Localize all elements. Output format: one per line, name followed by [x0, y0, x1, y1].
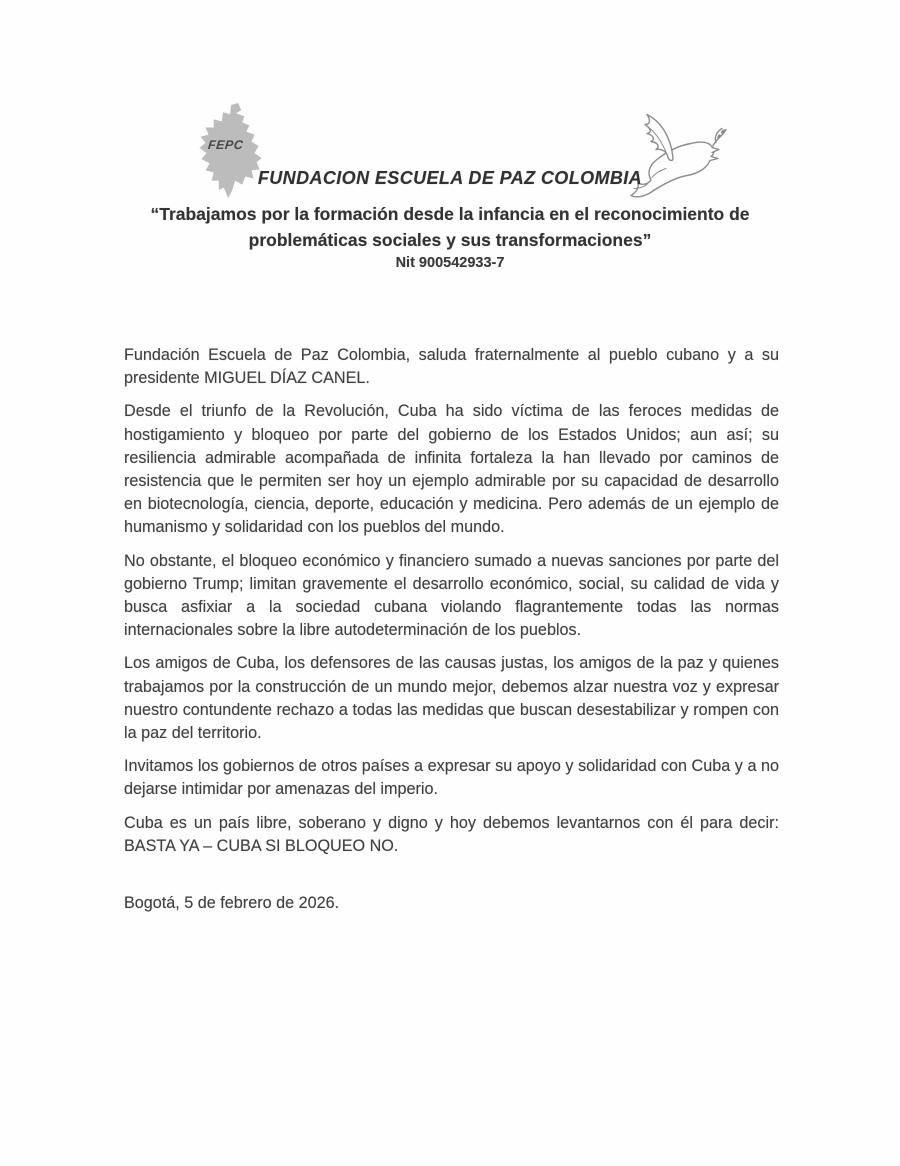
paragraph-blockade: No obstante, el bloqueo económico y financiero sumado a nuevas sanciones por parte del gobierno Trump; limitan gravemente el desarrollo económico, social, su calidad de vida y busca asfixiar a la sociedad cubana violando flagrantemente todas las normas internacionales sobre la libre autodeterminación de los pueblos. — [124, 551, 779, 640]
date-line: Bogotá, 5 de febrero de 2026. — [124, 894, 340, 913]
paragraph-closing: Cuba es un país libre, soberano y digno y hoy debemos levantarnos con él para decir: BASTA YA – CUBA SI BLOQUEO NO. — [124, 813, 779, 855]
motto-line-1: “Trabajamos por la formación desde la infancia en el reconocimiento de — [150, 204, 750, 224]
paragraph-greeting: Fundación Escuela de Paz Colombia, saluda fraternalmente al pueblo cubano y a su presidente MIGUEL DÍAZ CANEL. — [124, 346, 779, 388]
paragraph-revolution: Desde el triunfo de la Revolución, Cuba ha sido víctima de las feroces medidas de hostigamiento y bloqueo por parte del gobierno de los Estados Unidos; aun así; su resiliencia admirable acompañada de infinita fortaleza la han llevado por caminos de resistencia que le permiten ser hoy un ejemplo admirable por su capacidad de desarrollo en biotecnología, ciencia, deporte, educación y medicina. Pero además de un ejemplo de humanismo y solidaridad con los pueblos del mundo. — [124, 402, 779, 537]
motto-line-2: problemáticas sociales y sus transformaciones” — [248, 230, 652, 250]
nit-number: Nit 900542933-7 — [395, 255, 505, 271]
dove-logo — [627, 110, 727, 205]
org-name-title: FUNDACION ESCUELA DE PAZ COLOMBIA — [257, 168, 643, 188]
motto — [0, 201, 900, 253]
letter-body — [124, 344, 779, 925]
map-logo-label: FEPC — [207, 137, 245, 152]
paragraph-friends-of-cuba: Los amigos de Cuba, los defensores de las causas justas, los amigos de la paz y quienes trabajamos por la construcción de un mundo mejor, debemos alzar nuestra voz y expresar nuestro contundente rechazo a todas las medidas que buscan desestabilizar y rompen con la paz del territorio. — [124, 654, 779, 743]
dove-icon — [627, 110, 727, 205]
paragraph-invitation: Invitamos los gobiernos de otros países a expresar su apoyo y solidaridad con Cuba y a no dejarse intimidar por amenazas del imperio. — [124, 757, 779, 799]
